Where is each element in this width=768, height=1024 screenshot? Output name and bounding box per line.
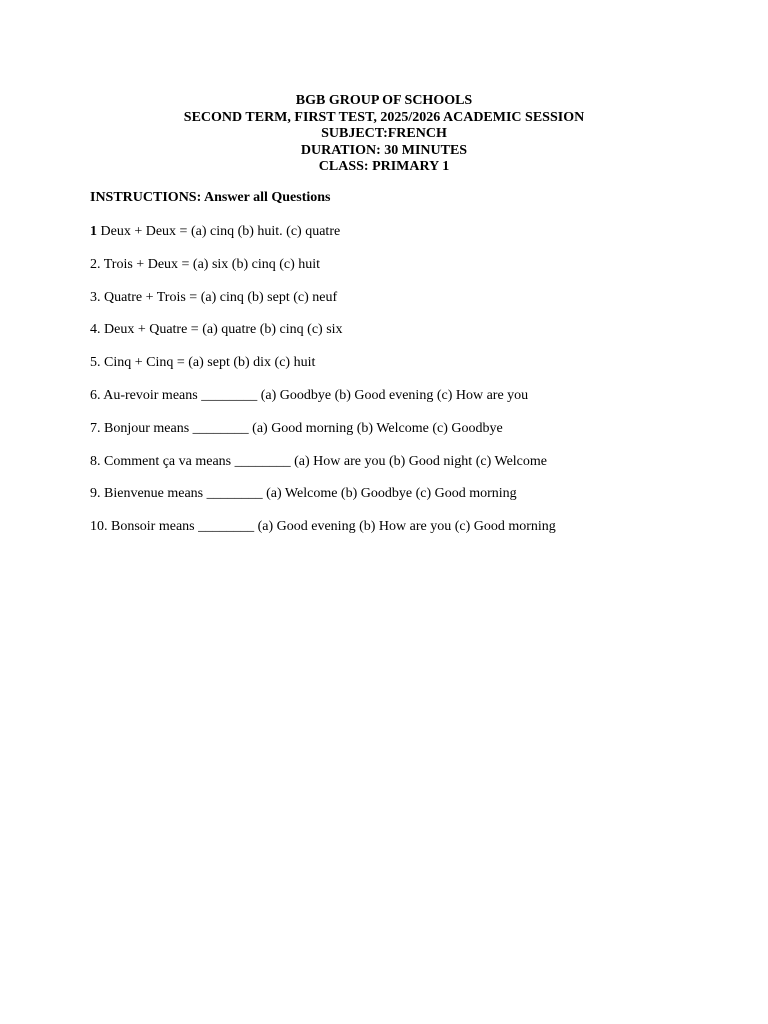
question-text: Deux + Quatre = (a) quatre (b) cinq (c) six [104,322,343,338]
question-text: Quatre + Trois = (a) cinq (b) sept (c) neuf [104,289,338,305]
question-item [90,289,730,322]
question-number: 10. [90,519,108,535]
question-number: 5. [90,355,101,371]
question-text: Bonjour means ________ (a) Good morning (b) Welcome (c) Goodbye [104,420,503,436]
question-item [90,387,730,420]
term-line: SECOND TERM, FIRST TEST, 2025/2026 ACADEMIC SESSION [183,109,585,125]
question-number: 7. [90,420,101,436]
question-text: Bonsoir means ________ (a) Good evening (b) How are you (c) Good morning [111,519,556,535]
question-list [90,223,730,551]
question-item [90,518,730,551]
question-item [90,256,730,289]
subject-line: SUBJECT:FRENCH [321,126,447,141]
question-item [90,453,730,486]
question-number: 6. [90,387,101,403]
question-text: Bienvenue means ________ (a) Welcome (b) Goodbye (c) Good morning [104,486,517,502]
question-number: 1 [90,224,97,239]
school-name: BGB GROUP OF SCHOOLS [295,93,473,108]
question-item [90,485,730,518]
question-number: 3. [90,289,101,305]
question-item [90,223,730,256]
question-number: 9. [90,486,101,502]
question-number: 4. [90,322,101,338]
class-line: CLASS: PRIMARY 1 [318,159,450,174]
question-text: Au-revoir means ________ (a) Goodbye (b) Good evening (c) How are you [103,387,529,403]
instructions: INSTRUCTIONS: Answer all Questions [90,190,331,205]
question-text: Comment ça va means ________ (a) How are you (b) Good night (c) Welcome [104,453,547,469]
question-number: 2. [90,256,101,272]
document-header [0,93,768,176]
question-text: Deux + Deux = (a) cinq (b) huit. (c) quatre [100,224,341,239]
question-text: Cinq + Cinq = (a) sept (b) dix (c) huit [104,355,316,371]
question-item [90,321,730,354]
question-text: Trois + Deux = (a) six (b) cinq (c) huit [103,256,321,272]
question-item [90,354,730,387]
question-number: 8. [90,453,101,469]
question-item [90,420,730,453]
duration-line: DURATION: 30 MINUTES [300,142,468,158]
